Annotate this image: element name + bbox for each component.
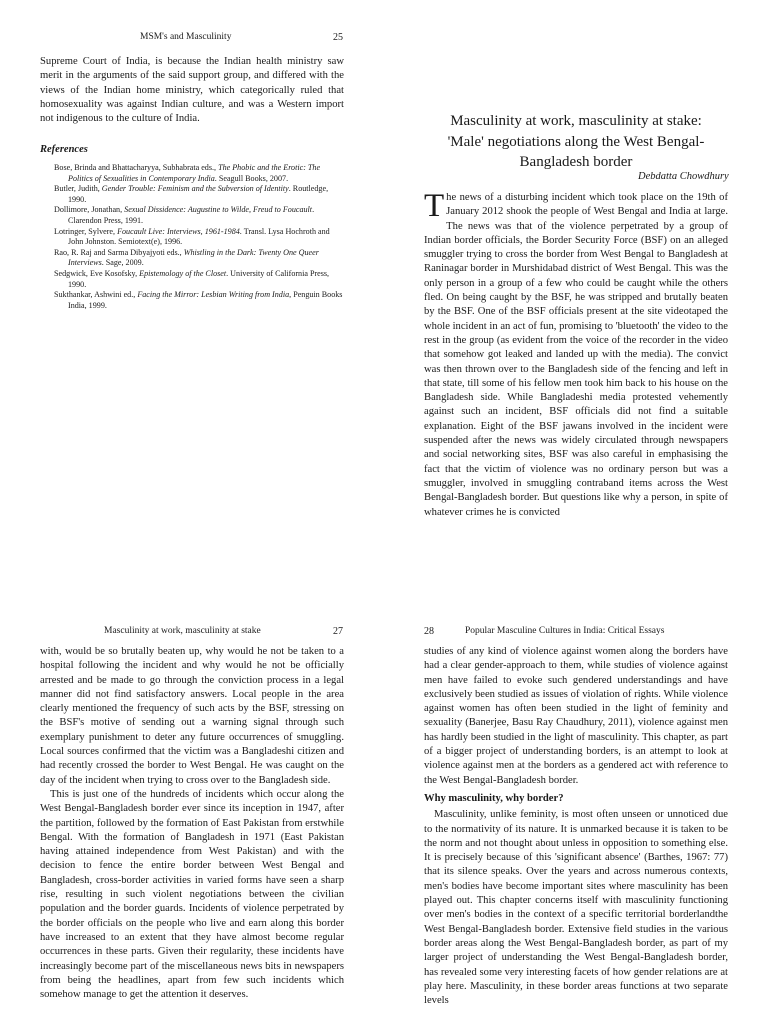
reference-title: Epistemology of the Closet — [139, 268, 227, 278]
page-25 — [0, 0, 384, 512]
reference-title: Facing the Mirror: Lesbian Writing from India — [137, 290, 290, 300]
reference-entry: Rao, R. Raj and Sarma Dibyajyoti eds., Whistling in the Dark: Twenty One Queer Interviews. Sage, 2009. — [54, 247, 319, 268]
section-heading: Why masculinity, why border? — [424, 792, 564, 804]
drop-cap: T — [424, 188, 445, 224]
reference-entry: Sedgwick, Eve Kosofsky, Epistemology of the Closet. University of California Press, 1990. — [54, 268, 330, 289]
article-title-line: Masculinity at work, masculinity at stake: — [450, 113, 702, 129]
paragraph — [424, 188, 728, 520]
page-number: 25 — [333, 32, 343, 43]
body-paragraph — [424, 188, 728, 520]
running-head: Masculinity at work, masculinity at stake — [104, 626, 261, 636]
page-27 — [0, 512, 384, 1024]
reference-title: Whistling in the Dark: Twenty One Queer Interviews — [68, 247, 319, 268]
paragraph: Masculinity, unlike feminity, is most often unseen or unnoticed due to the normativity of its nature. It is unmarked because it is taken to be the norm and not thought about unless in opposition to something else. It is precisely because of this 'significant absence' (Barthes, 1967: 77) that its silence speaks. Over the years and across numerous contexts, men's bodies have become important sites where masculinity has been played out. This chapter concerns itself with masculinity functioning over men's bodies in the context of a specific territorial borderlandthe West Bengal-Bangladesh border. Extensive field studies in the various border areas along the West Bengal-Bangladesh border, as part of my larger project of understanding the West Bengal-Bangladesh border, has revealed some very interesting facets of how gender relations are at play here. Masculinity, in these border areas functions at two separate levels — [424, 809, 728, 1007]
reference-entry: Lotringer, Sylvere, Foucault Live: Interviews, 1961-1984. Transl. Lysa Hochroth and John Johnston. Semiotext(e), 1996. — [54, 226, 330, 247]
page-28 — [384, 512, 768, 1024]
author-name: Debdatta Chowdhury — [638, 171, 729, 182]
reference-entry: Butler, Judith, Gender Trouble: Feminism and the Subversion of Identity. Routledge, 1990. — [54, 184, 329, 204]
reference-title: The Phobic and the Erotic: The Politics of Sexualities in Contemporary India — [68, 163, 321, 183]
page-number: 27 — [333, 626, 343, 637]
reference-entry: Sukthankar, Ashwini ed., Facing the Mirror: Lesbian Writing from India, Penguin Books India, 1999. — [54, 290, 343, 310]
references-heading: References — [40, 144, 88, 155]
body-paragraph — [40, 55, 344, 126]
article-title — [414, 111, 738, 173]
running-head: MSM's and Masculinity — [140, 32, 232, 42]
references-list — [54, 163, 344, 311]
paragraph-text: he news of a disturbing incident which took place on the 19th of January 2012 shook the people of West Bengal and India at large. The news was that of the violence perpetrated by a group of Indian border officials, the Border Security Force (BSF) on an alleged smuggler trying to cross the border from West Bengal to Bangladesh at Raninagar border in Murshidabad district of West Bengal. This was the only person in a group of a few who could be caught while the others fled. On being caught by the BSF, he was stripped and brutally beaten by the BSF. One of the BSF officials present at the site videotaped the whole incident in an act of fun, promising to 'bluetooth' the video to the rest in the group (as evident from the voice of the recorder in the video that somehow got leaked and landed up with the media). The convict was then thrown over to the Bangladesh side of the fencing and left in that state, till some of his fellow men took him back to his house on the Bangladesh side. While Bangladeshi media protested vehemently against such an incident, BSF officials did not find a suitable explanation. Eight of the BSF jawans involved in the incident were suspended after the news was widely circulated through newspapers and social networking sites, BSF was also careful in emphasising the fact that the victim of violence was no ordinary person but was a smuggler, involved in smuggling contraband items across the West Bengal-Bangladesh border. But questions like why a person, in spite of whatever crimes he is convicted — [424, 192, 728, 518]
reference-title: Sexual Dissidence: Augustine to Wilde, Freud to Foucault — [124, 205, 313, 215]
paragraph: studies of any kind of violence against women along the borders have had a clear gender-approach to them, while studies of violence against men have failed to evoke such gendered understandings and have exclusively been studied as issues of violation of rights. While violence against women has often been studied in the light of feminity and sexuality (Banerjee, Basu Ray Chaudhury, 2011), violence against men has hardly been studied in the light of masculinity. This chapter, as part of a bigger project of understanding borders, is an attempt to look at violence against men at the borders as a gendered act with reference to the West Bengal-Bangladesh border. — [424, 646, 728, 786]
running-head: Popular Masculine Cultures in India: Critical Essays — [465, 626, 665, 636]
page-number: 28 — [424, 626, 434, 637]
paragraph: This is just one of the hundreds of incidents which occur along the West Bengal-Bangladesh border ever since its inception in 1947, after the partition, followed by the formation of East Pakistan from erstwhile Bengal. With the formation of Bangladesh in 1971 (East Pakistan having attained independence from West Pakistan) and with the decision to fence the entire border between West Bengal and Bangladesh, cross-border activities in varied forms have seen a sharp rise, resulting in such violent negotiations between the civilian population and the border guards. Incidents of violence perpetrated by the border officials on the people who live and earn along this border have increased to an extent that they have almost become regular occurrences in these parts. Given their regularity, these incidents have increasingly become part of the miscellaneous news bits in newspapers from being the headlines, apart from few such incidents which somehow manage to get the attention it deserves. — [40, 788, 344, 1001]
article-title-line: 'Male' negotiations along the West Bengal- — [447, 133, 705, 150]
body-text — [424, 645, 728, 1008]
paragraph: with, would be so brutally beaten up, why would he not be taken to a hospital following the incident and why would he not be officially arrested and be made to go through the conviction process in a legal manner did not find satisfactory answers. Local people in the area clearly mentioned the frequency of such acts by the BSF, stressing on the BSF's motive of sending out a warning signal through such exemplary punishment to deter any future occurrences of smuggling. Local sources confirmed that the victim was a Bangladeshi citizen and had recently crossed the border to West Bengal. He was caught on the day of the incident when trying to cross over to the Bangladesh side. — [40, 646, 344, 786]
paragraph: Supreme Court of India, is because the Indian health ministry saw merit in the arguments of the said support group, and differed with the views of the Indian home ministry, which categorically ruled that homosexuality was against Indian culture, and was a Western import not indigenous to the culture of India. — [40, 56, 344, 125]
page-article-start — [384, 0, 768, 518]
reference-title: Foucault Live: Interviews, 1961-1984 — [117, 226, 240, 236]
reference-title: Gender Trouble: Feminism and the Subversion of Identity — [101, 184, 289, 194]
reference-entry: Bose, Brinda and Bhattacharyya, Subhabrata eds., The Phobic and the Erotic: The Politics of Sexualities in Contemporary India. Seagull Books, 2007. — [54, 163, 321, 183]
body-text — [40, 645, 344, 1002]
article-title-line: Bangladesh border — [519, 154, 633, 170]
reference-entry: Dollimore, Jonathan, Sexual Dissidence: Augustine to Wilde, Freud to Foucault. Clarendon Press, 1991. — [54, 205, 315, 225]
